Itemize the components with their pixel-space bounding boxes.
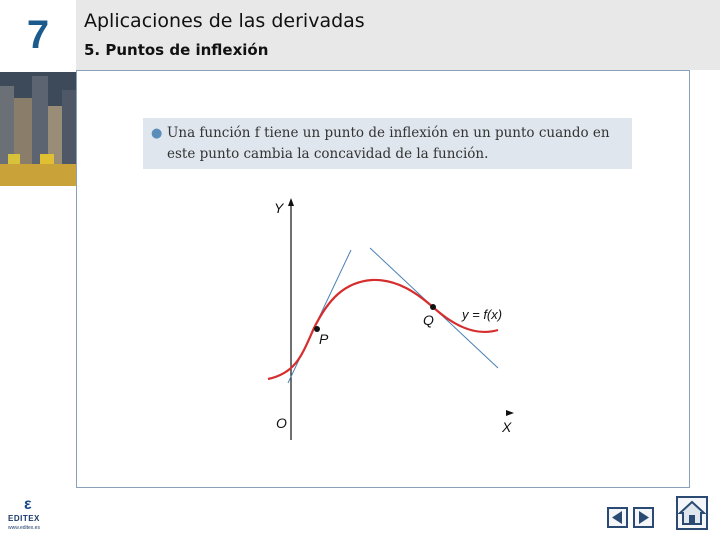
x-axis-arrow-icon — [506, 410, 514, 416]
page-title: Aplicaciones de las derivadas — [84, 10, 365, 32]
bullet-icon: ● — [151, 126, 163, 141]
logo-mark-icon: ε — [24, 496, 32, 513]
point-p-label: P — [319, 331, 329, 347]
function-curve — [268, 280, 498, 379]
chapter-number: 7 — [26, 12, 50, 57]
logo-name: EDITEX — [8, 514, 40, 523]
section-subtitle: 5. Puntos de inflexión — [84, 41, 269, 59]
logo-url: www.editex.es — [8, 525, 40, 531]
origin-label: O — [276, 415, 287, 431]
home-icon — [678, 498, 706, 528]
y-axis-label: Y — [274, 200, 284, 216]
definition-note — [143, 118, 632, 169]
editex-logo — [4, 496, 58, 536]
arrow-left-icon — [609, 509, 626, 526]
next-slide-button[interactable] — [633, 507, 654, 528]
curve-label: y = f(x) — [462, 307, 503, 322]
y-axis-arrow-icon — [288, 198, 294, 206]
arrow-right-icon — [635, 509, 652, 526]
home-button[interactable] — [676, 496, 708, 530]
city-photo — [0, 72, 76, 186]
previous-slide-button[interactable] — [607, 507, 628, 528]
point-q — [430, 304, 436, 310]
inflection-graph — [262, 190, 522, 440]
definition-text: Una función f tiene un punto de inflexión en un punto cuando en este punto cambia la concavidad de la función. — [167, 125, 610, 162]
x-axis-label: X — [502, 419, 512, 435]
point-q-label: Q — [423, 312, 434, 328]
